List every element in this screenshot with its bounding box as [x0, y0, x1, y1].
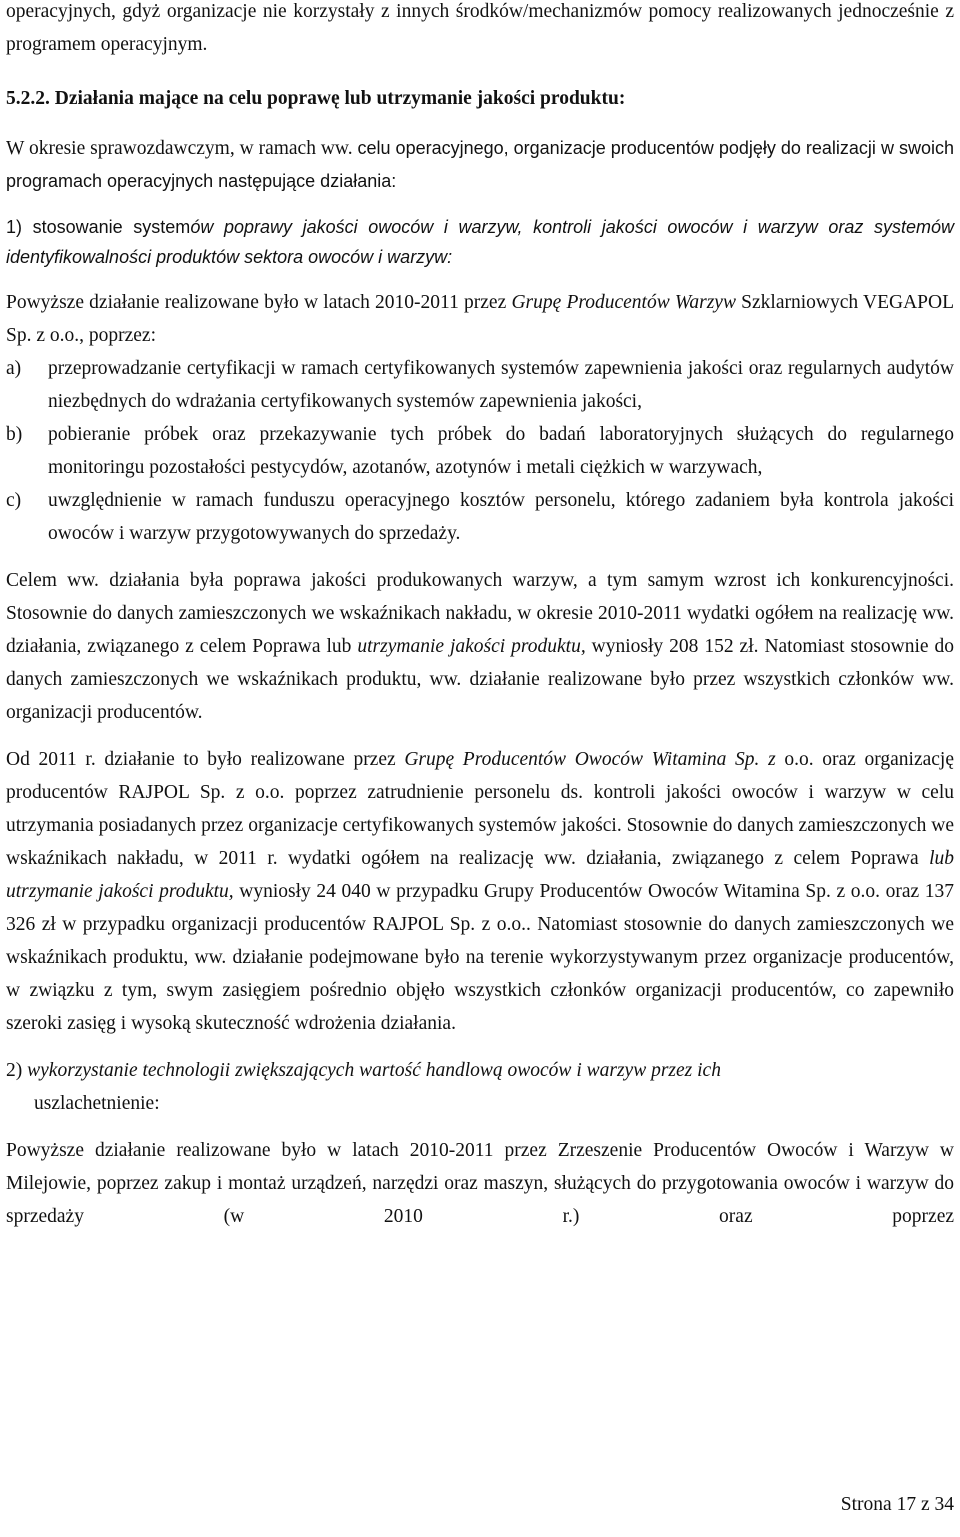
- document-page: [6, 0, 954, 1233]
- item1-para1-b: utrzymanie jakości produktu,: [357, 636, 586, 657]
- list-item-b-text: pobieranie próbek oraz przekazywanie tych próbek do badań laboratoryjnych służących do regularnego monitoringu pozostałości pestycydów, azotanów, azotynów i metali ciężkich w warzywach,: [48, 424, 954, 478]
- item2-heading-b: uszlachetnienie:: [34, 1093, 160, 1114]
- list-item-a-label: a): [6, 358, 22, 379]
- item2-heading-a: wykorzystanie technologii zwiększających wartość handlową owoców i warzyw przez ich: [27, 1060, 721, 1081]
- item1-para2-d: lub utrzymanie jakości produktu,: [6, 848, 954, 902]
- item1-para1-a: Celem ww. działania była poprawa jakości produkowanych warzyw, a tym samym wzrost ich konkurencyjności. Stosownie do danych zamieszczonych we wskaźnikach nakładu, w okresie 2010-2011 wydatki ogółem na realizację ww. działania, związanego z celem Poprawa lub: [6, 570, 954, 657]
- list-item-c: [6, 484, 954, 550]
- section-heading: 5.2.2. Działania mające na celu poprawę lub utrzymanie jakości produktu:: [6, 88, 626, 109]
- intro-paragraph: operacyjnych, gdyż organizacje nie korzystały z innych środków/mechanizmów pomocy realizowanych jednocześnie z programem operacyjnym.: [6, 1, 954, 55]
- item1-heading: [6, 212, 954, 272]
- list-item-a-text: przeprowadzanie certyfikacji w ramach certyfikowanych systemów zapewnienia jakości oraz regularnych audytów niezbędnych do wdrażania certyfikowanych systemów zapewnienia jakości,: [48, 358, 954, 412]
- list-item-c-text: uwzględnienie w ramach funduszu operacyjnego kosztów personelu, którego zadaniem była kontrola jakości owoców i warzyw przygotowywanych do sprzedaży.: [48, 490, 954, 544]
- item1-intro-c: Szklarniowych VEGAPOL Sp. z o.o., poprzez:: [6, 292, 954, 346]
- item1-paragraph-2: [6, 743, 954, 1040]
- item1-para2-b: Grupę Producentów Owoców Witamina Sp. z: [404, 749, 776, 770]
- item1-heading-b: ów poprawy jakości owoców i warzyw, kontroli jakości owoców i warzyw oraz systemów identyfikowalności produktów sektora owoców i warzyw:: [6, 217, 954, 267]
- lead-part-2: celu operacyjnego, organizacje producentów podjęły do realizacji w swoich programach operacyjnych następujące działania:: [6, 138, 954, 191]
- item1-para2-a: Od 2011 r. działanie to było realizowane przez: [6, 749, 405, 770]
- page-number: Strona 17 z 34: [840, 1494, 954, 1515]
- item1-intro: [6, 286, 954, 352]
- item1-para2-c: o.o. oraz organizację producentów RAJPOL Sp. z o.o. poprzez zatrudnienie personelu ds. kontroli jakości owoców i warzyw w celu utrzymania posiadanych przez organizacje certyfikowanych systemów jakości. Stosownie do danych zamieszczonych we wskaźnikach nakładu, w 2011 r. wydatki ogółem na realizację ww. działania, związanego z celem Poprawa: [6, 749, 954, 869]
- item1-heading-a: 1) stosowanie system: [6, 217, 191, 237]
- item1-paragraph-1: [6, 564, 954, 729]
- lead-part-1: W okresie sprawozdawczym, w ramach ww.: [6, 138, 358, 159]
- item1-intro-a: Powyższe działanie realizowane było w latach 2010-2011 przez: [6, 292, 512, 313]
- list-item-c-label: c): [6, 490, 22, 511]
- lead-paragraph: [6, 132, 954, 198]
- item1-intro-b: Grupę Producentów Warzyw: [511, 292, 736, 313]
- list-item-a: [6, 352, 954, 418]
- item2-paragraph: Powyższe działanie realizowane było w latach 2010-2011 przez Zrzeszenie Producentów Owoców i Warzyw w Milejowie, poprzez zakup i montaż urządzeń, narzędzi oraz maszyn, służących do przygotowania owoców i warzyw do sprzedaży (w 2010 r.) oraz poprzez: [6, 1140, 954, 1227]
- list-item-b-label: b): [6, 424, 23, 445]
- item1-para2-e: wyniosły 24 040 w przypadku Grupy Producentów Owoców Witamina Sp. z o.o. oraz 137 326 zł w przypadku organizacji producentów RAJPOL Sp. z o.o.. Natomiast stosownie do danych zamieszczonych we wskaźnikach produktu, ww. działanie podejmowane było na terenie wykorzystywanym przez organizacje producentów, w związku z tym, swym zasięgiem pośrednio objęło wszystkich członków organizacji producentów, co zapewniło szeroki zasięg i wysoką skuteczność wdrożenia działania.: [6, 881, 955, 1034]
- item2-number: 2): [6, 1060, 28, 1081]
- item2-heading: [6, 1054, 954, 1120]
- item1-para1-c: wyniosły 208 152 zł. Natomiast stosownie do danych zamieszczonych we wskaźnikach produktu, ww. działanie realizowane było przez wszystkich członków ww. organizacji producentów.: [6, 636, 954, 723]
- list-item-b: [6, 418, 954, 484]
